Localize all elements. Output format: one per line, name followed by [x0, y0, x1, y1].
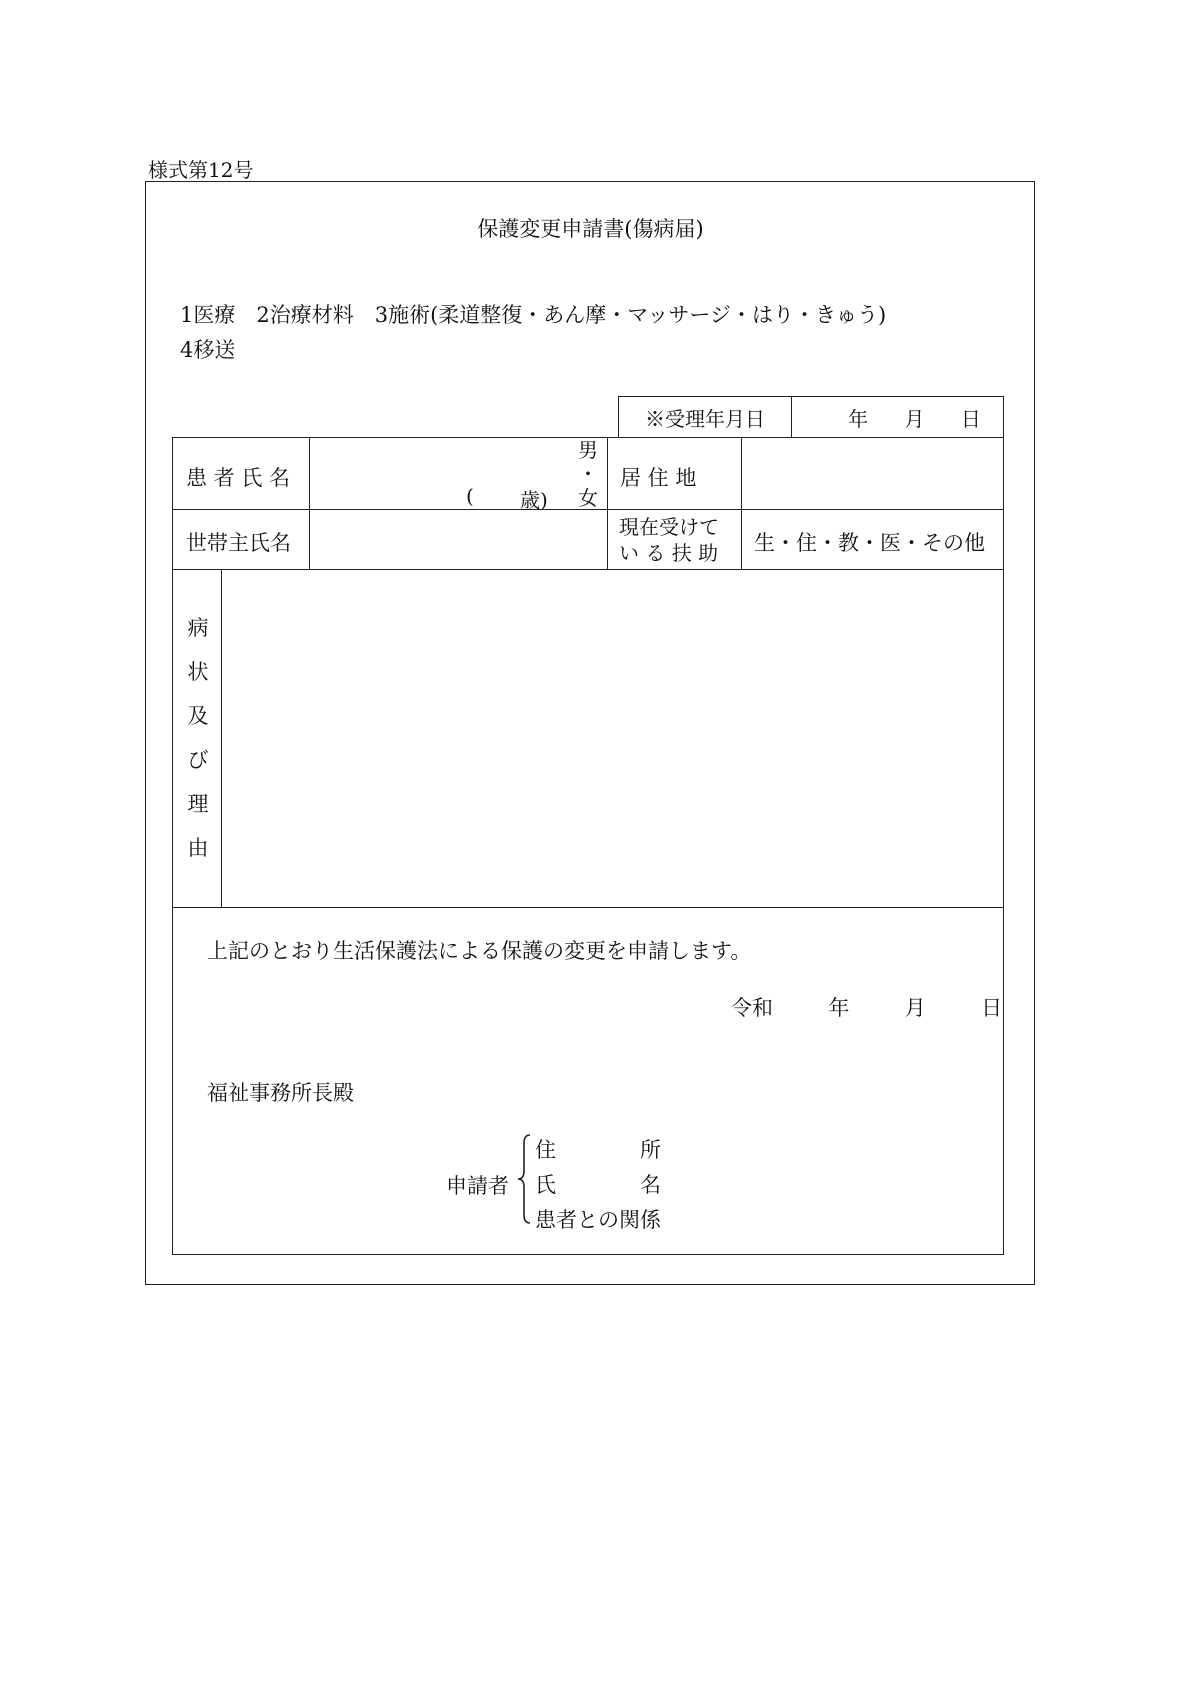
condition-field[interactable] — [224, 572, 1000, 904]
sex-male[interactable]: 男 — [578, 438, 598, 462]
receipt-date-field[interactable] — [792, 397, 1003, 438]
household-head-field[interactable] — [312, 512, 604, 566]
receipt-day-label: 日 — [960, 407, 981, 431]
row-divider — [172, 569, 1004, 570]
column-divider — [309, 437, 310, 569]
sex-female[interactable]: 女 — [578, 486, 598, 510]
condition-label: 病 状 及 び 理 由 — [187, 616, 209, 860]
applicant-name-label: 氏 名 — [535, 1173, 661, 1197]
addressee: 福祉事務所長殿 — [207, 1081, 354, 1105]
receipt-date-label: ※受理年月日 — [619, 397, 792, 438]
era-label: 令和 — [731, 996, 773, 1020]
form-number: 様式第12号 — [148, 158, 254, 182]
age-label: 歳) — [520, 488, 548, 512]
household-head-label: 世帯主氏名 — [186, 531, 291, 555]
age-open: ( — [466, 484, 474, 508]
applicant-label: 申請者 — [446, 1174, 509, 1198]
current-assistance-label: 現在受けて い る 扶 助 — [619, 515, 719, 565]
column-divider — [741, 437, 742, 569]
application-date[interactable] — [731, 992, 1002, 1022]
service-types-line1: 1医療 2治療材料 3施術(柔道整復・あん摩・マッサージ・はり・きゅう) — [180, 303, 887, 327]
form-title: 保護変更申請書(傷病届) — [477, 217, 704, 241]
year-label: 年 — [828, 996, 850, 1020]
receipt-date-box — [618, 396, 1004, 438]
column-divider — [607, 437, 608, 569]
assistance-options[interactable]: 生・住・教・医・その他 — [754, 531, 985, 555]
residence-label: 居 住 地 — [620, 466, 697, 490]
row-divider — [172, 907, 1004, 908]
service-types-line2: 4移送 — [180, 338, 236, 362]
sex-separator: ・ — [578, 462, 598, 486]
day-label: 日 — [981, 996, 1003, 1020]
applicant-address-label: 住 所 — [535, 1138, 661, 1162]
declaration-statement: 上記のとおり生活保護法による保護の変更を申請します。 — [207, 939, 752, 963]
month-label: 月 — [904, 996, 926, 1020]
patient-name-label: 患 者 氏 名 — [186, 466, 291, 490]
column-divider — [221, 569, 222, 907]
patient-relation-label: 患者との関係 — [535, 1208, 661, 1232]
receipt-year-label: 年 — [848, 407, 869, 431]
sex-options[interactable] — [576, 438, 600, 510]
receipt-month-label: 月 — [904, 407, 925, 431]
residence-field[interactable] — [744, 440, 1000, 506]
